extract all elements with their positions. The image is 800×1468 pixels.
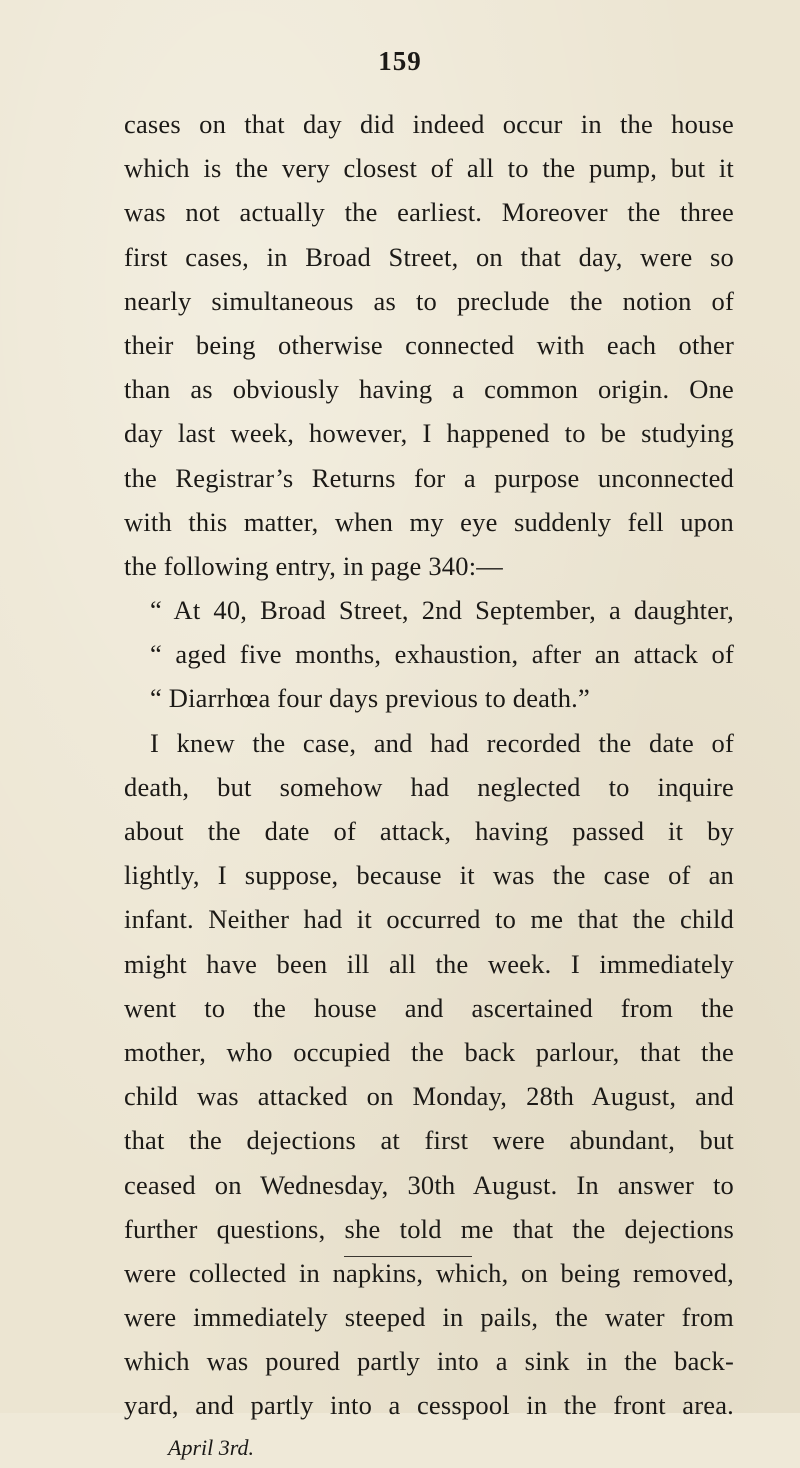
text-line: the following entry, in page 340:— (124, 550, 503, 581)
text-line: than as obviously having a common origin. One (124, 374, 734, 405)
text-line: nearly simultaneous as to preclude the notion of (124, 285, 734, 316)
text-line: infant. Neither had it occurred to me that the child (124, 904, 734, 935)
text-line: the Registrar’s Returns for a purpose unconnected (124, 462, 734, 493)
text-line: which was poured partly into a sink in the back- (124, 1346, 734, 1377)
text-line: went to the house and ascertained from the (124, 992, 734, 1023)
text-line: ceased on Wednesday, 30th August. In answer to (124, 1169, 734, 1200)
text-line: cases on that day did indeed occur in the house (124, 109, 734, 139)
body-text (124, 102, 734, 1468)
text-line: yard, and partly into a cesspool in the front area. (124, 1390, 734, 1421)
page-number: 159 (378, 46, 422, 76)
text-line: with this matter, when my eye suddenly fell upon (124, 506, 734, 537)
quote-line: “ Diarrhœa four days previous to death.” (150, 683, 590, 714)
horizontal-rule (344, 1256, 472, 1257)
text-line: day last week, however, I happened to be studying (124, 418, 734, 449)
text-line: mother, who occupied the back parlour, that the (124, 1036, 734, 1067)
text-line: first cases, in Broad Street, on that day, were so (124, 241, 734, 272)
text-line: were immediately steeped in pails, the water from (124, 1302, 734, 1333)
text-line: which is the very closest of all to the pump, but it (124, 153, 734, 184)
text-line: were collected in napkins, which, on being removed, (124, 1257, 734, 1288)
date-line: April 3rd. (168, 1434, 254, 1460)
text-line: further questions, she told me that the dejections (124, 1213, 734, 1244)
quote-line: “ aged five months, exhaustion, after an attack of (150, 639, 734, 670)
text-line: child was attacked on Monday, 28th August, and (124, 1081, 734, 1112)
text-line: lightly, I suppose, because it was the case of an (124, 860, 734, 891)
text-line: that the dejections at first were abundant, but (124, 1125, 734, 1156)
text-line: I knew the case, and had recorded the date of (150, 727, 734, 758)
text-line: about the date of attack, having passed it by (124, 816, 734, 846)
text-line: their being otherwise connected with each other (124, 329, 734, 360)
text-line: might have been ill all the week. I immediately (124, 948, 734, 979)
text-line: death, but somehow had neglected to inquire (124, 771, 734, 802)
quote-line: “ At 40, Broad Street, 2nd September, a daughter, (150, 595, 734, 626)
text-line: was not actually the earliest. Moreover the three (124, 197, 734, 228)
